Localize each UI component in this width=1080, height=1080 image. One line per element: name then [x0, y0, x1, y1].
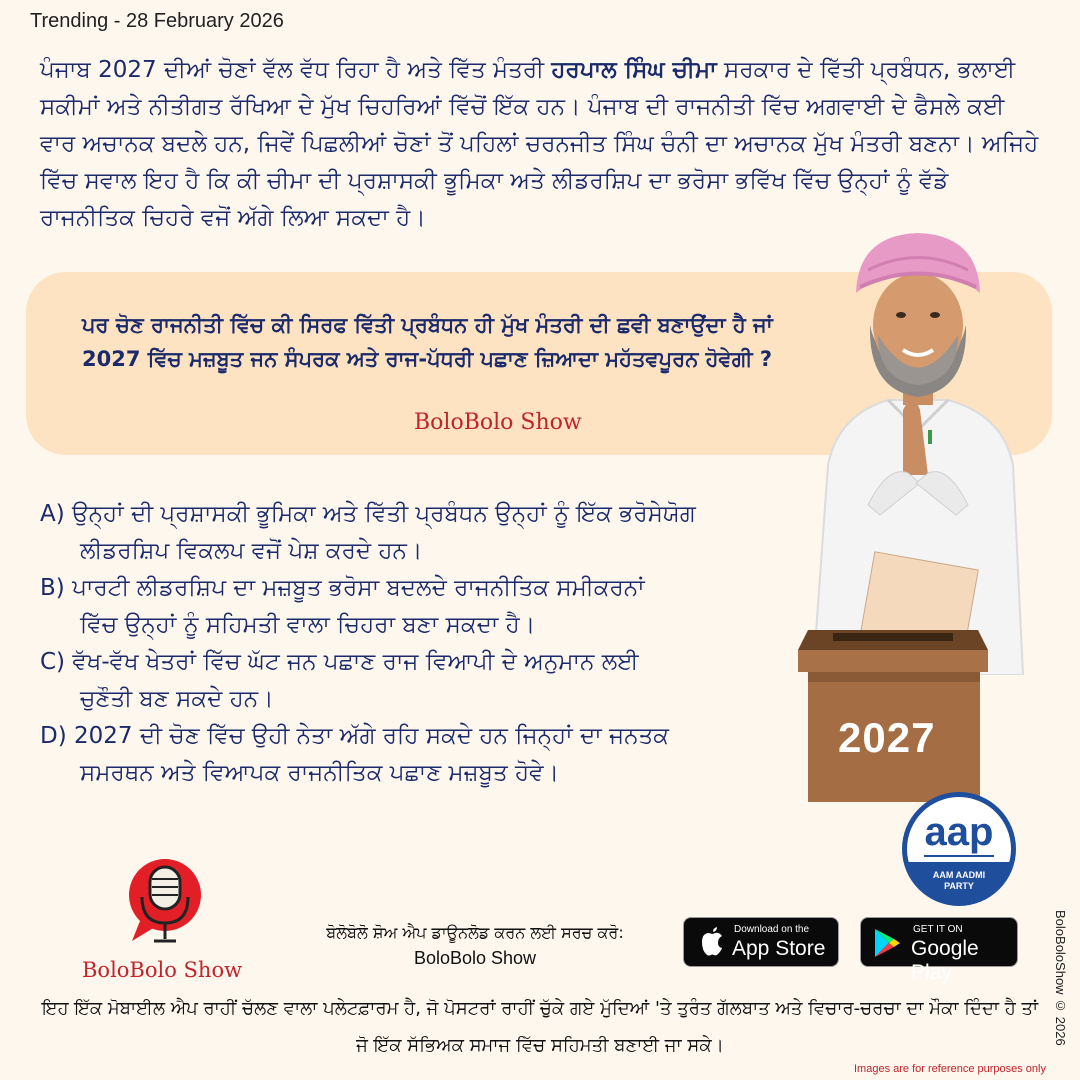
party-name-line1: AAM AADMI: [932, 870, 986, 880]
google-play-button[interactable]: [860, 917, 1018, 984]
option-b-line1: B) ਪਾਰਟੀ ਲੀਡਰਸ਼ਿਪ ਦਾ ਮਜ਼ਬੂਤ ਭਰੋਸਾ ਬਦਲਦੇ ਰਾਜਨੀਤਿਕ ਸਮੀਕਰਨਾਂ: [40, 575, 645, 601]
google-play-big-text: Google Play: [911, 937, 979, 984]
minister-name: ਹਰਪਾਲ ਸਿੰਘ ਚੀਮਾ: [551, 57, 717, 83]
ballot-box: [788, 570, 998, 810]
option-b-line2: ਵਿੱਚ ਉਨ੍ਹਾਂ ਨੂੰ ਸਹਿਮਤੀ ਵਾਲਾ ਚਿਹਰਾ ਬਣਾ ਸਕਦਾ ਹੈ।: [80, 612, 536, 638]
app-store-button[interactable]: [683, 917, 839, 967]
bolobolo-logo-name: BoloBolo Show: [82, 958, 243, 982]
google-play-small-text: GET IT ON: [913, 924, 963, 935]
app-store-big-text: App Store: [732, 937, 826, 960]
option-c-line2: ਚੁਣੌਤੀ ਬਣ ਸਕਦੇ ਹਨ।: [80, 686, 274, 712]
option-d-line2: ਸਮਰਥਨ ਅਤੇ ਵਿਆਪਕ ਰਾਜਨੀਤਿਕ ਪਛਾਣ ਮਜ਼ਬੂਤ ਹੋਵੇ।: [80, 760, 560, 786]
option-c[interactable]: [40, 644, 760, 718]
intro-text-rest: ਸਰਕਾਰ ਦੇ ਵਿੱਤੀ ਪ੍ਰਬੰਧਨ, ਭਲਾਈ ਸਕੀਮਾਂ ਅਤੇ ਨੀਤੀਗਤ ਰੱਖਿਆ ਦੇ ਮੁੱਖ ਚਿਹਰਿਆਂ ਵਿੱਚੋਂ ਇੱਕ ਹਨ। ਪੰਜਾਬ ਦੀ ਰਾਜਨੀਤੀ ਵਿੱਚ ਅਗਵਾਈ ਦੇ ਫੈਸਲੇ ਕਈ ਵਾਰ ਅਚਾਨਕ ਬਦਲੇ ਹਨ, ਜਿਵੇਂ ਪਿਛਲੀਆਂ ਚੋਣਾਂ ਤੋਂ ਪਹਿਲਾਂ ਚਰਨਜੀਤ ਸਿੰਘ ਚੰਨੀ ਦਾ ਅਚਾਨਕ ਮੁੱਖ ਮੰਤਰੀ ਬਣਨਾ। ਅਜਿਹੇ ਵਿੱਚ ਸਵਾਲ ਇਹ ਹੈ ਕਿ ਕੀ ਚੀਮਾ ਦੀ ਪ੍ਰਸ਼ਾਸਕੀ ਭੂਮਿਕਾ ਅਤੇ ਲੀਡਰਸ਼ਿਪ ਦਾ ਭਰੋਸਾ ਭਵਿੱਖ ਵਿੱਚ ਉਨ੍ਹਾਂ ਨੂੰ ਵੱਡੇ ਰਾਜਨੀਤਿਕ ਚਿਹਰੇ ਵਜੋਂ ਅੱਗੇ ਲਿਆ ਸਕਦਾ ਹੈ।: [40, 57, 1039, 231]
search-prompt: ਬੋਲੋਬੋਲੋ ਸ਼ੋਅ ਐਪ ਡਾਊਨਲੋਡ ਕਰਨ ਲਈ ਸਰਚ ਕਰੋ:: [326, 923, 624, 942]
party-logo: [900, 790, 1018, 908]
option-a-line2: ਲੀਡਰਸ਼ਿਪ ਵਿਕਲਪ ਵਜੋਂ ਪੇਸ਼ ਕਰਦੇ ਹਨ।: [80, 538, 423, 564]
disclaimer-text: Images are for reference purposes only: [854, 1063, 1046, 1075]
party-logo-text: aap: [924, 810, 994, 854]
answer-options: [40, 496, 760, 792]
platform-description: ਇਹ ਇੱਕ ਮੋਬਾਈਲ ਐਪ ਰਾਹੀਂ ਚੱਲਣ ਵਾਲਾ ਪਲੇਟਫ਼ਾਰਮ ਹੈ, ਜੋ ਪੋਸਟਰਾਂ ਰਾਹੀਂ ਚੁੱਕੇ ਗਏ ਮੁੱਦਿਆਂ 'ਤੇ ਤੁਰੰਤ ਗੱਲਬਾਤ ਅਤੇ ਵਿਚਾਰ-ਚਰਚਾ ਦਾ ਮੌਕਾ ਦਿੰਦਾ ਹੈ ਤਾਂ ਜੋ ਇੱਕ ਸੱਭਿਅਕ ਸਮਾਜ ਵਿੱਚ ਸਹਿਮਤੀ ਬਣਾਈ ਜਾ ਸਕੇ।: [41, 998, 1039, 1056]
option-d[interactable]: [40, 718, 760, 792]
question-watermark: BoloBolo Show: [414, 410, 582, 435]
question-text: ਪਰ ਚੋਣ ਰਾਜਨੀਤੀ ਵਿੱਚ ਕੀ ਸਿਰਫ ਵਿੱਤੀ ਪ੍ਰਬੰਧਨ ਹੀ ਮੁੱਖ ਮੰਤਰੀ ਦੀ ਛਵੀ ਬਣਾਉਂਦਾ ਹੈ ਜਾਂ 2027 ਵਿੱਚ ਮਜ਼ਬੂਤ ਜਨ ਸੰਪਰਕ ਅਤੇ ਰਾਜ-ਪੱਧਰੀ ਪਛਾਣ ਜ਼ਿਆਦਾ ਮਹੱਤਵਪੂਰਨ ਹੋਵੇਗੀ ?: [82, 313, 773, 371]
search-app-name: BoloBolo Show: [413, 948, 537, 968]
copyright-text: BoloBoloShow © 2026: [1053, 910, 1068, 1046]
trending-date: Trending - 28 February 2026: [30, 10, 284, 32]
apple-icon: [698, 927, 726, 957]
option-a[interactable]: [40, 496, 760, 570]
intro-text-start: ਪੰਜਾਬ 2027 ਦੀਆਂ ਚੋਣਾਂ ਵੱਲ ਵੱਧ ਰਿਹਾ ਹੈ ਅਤੇ ਵਿੱਤ ਮੰਤਰੀ: [40, 57, 552, 83]
app-store-small-text: Download on the: [734, 924, 810, 935]
option-d-line1: D) 2027 ਦੀ ਚੋਣ ਵਿੱਚ ਉਹੀ ਨੇਤਾ ਅੱਗੇ ਰਹਿ ਸਕਦੇ ਹਨ ਜਿਨ੍ਹਾਂ ਦਾ ਜਨਤਕ: [40, 723, 669, 749]
ballot-year: 2027: [838, 714, 936, 761]
party-name-line2: PARTY: [944, 881, 974, 891]
google-play-icon: [873, 928, 901, 958]
option-b[interactable]: [40, 570, 760, 644]
intro-paragraph: [40, 52, 1040, 237]
option-c-line1: C) ਵੱਖ-ਵੱਖ ਖੇਤਰਾਂ ਵਿੱਚ ਘੱਟ ਜਨ ਪਛਾਣ ਰਾਜ ਵਿਆਪੀ ਦੇ ਅਨੁਮਾਨ ਲਈ: [40, 649, 639, 675]
option-a-line1: A) ਉਨ੍ਹਾਂ ਦੀ ਪ੍ਰਸ਼ਾਸਕੀ ਭੂਮਿਕਾ ਅਤੇ ਵਿੱਤੀ ਪ੍ਰਬੰਧਨ ਉਨ੍ਹਾਂ ਨੂੰ ਇੱਕ ਭਰੋਸੇਯੋਗ: [40, 501, 696, 527]
